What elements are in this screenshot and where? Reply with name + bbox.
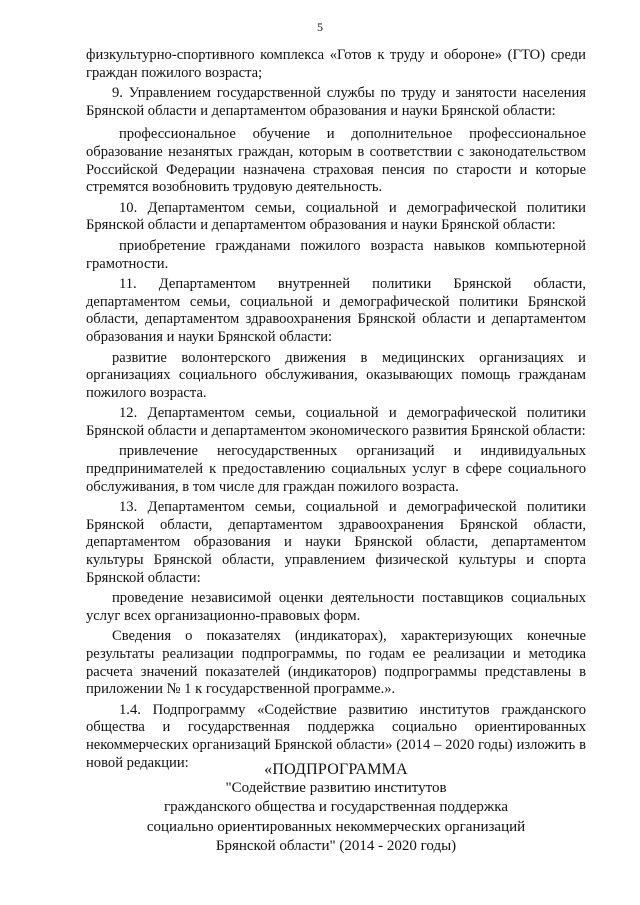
paragraph-9: привлечение негосударственных организаций и индивидуальных предпринимателей к предоставлению социальных услуг в сфере социального обслуживания, в том числе для граждан пожилого возраста.	[86, 443, 586, 495]
paragraph-12: Сведения о показателях (индикаторах), характеризующих конечные результаты реализации подпрограммы, по годам ее реализации и методика расчета значений показателей (индикаторов) подпрограммы представлены в приложении № 1 к государственной программе.».	[86, 628, 586, 698]
heading-line-4: Брянской области" (2014 - 2020 годы)	[215, 837, 457, 854]
heading-title: «ПОДПРОГРАММА	[264, 761, 408, 778]
heading-line-1: "Содействие развитию институтов	[225, 780, 447, 797]
paragraph-2: 9. Управлением государственной службы по труду и занятости населения Брянской области и департаментом образования и науки Брянской области:	[86, 85, 586, 119]
heading-line-2: гражданского общества и государственная поддержка	[164, 799, 508, 816]
paragraph-10: 13. Департаментом семьи, социальной и демографической политики Брянской области, департаментом здравоохранения Брянской области, департаментом образования и науки Брянской области, департаментом культуры Брянской области, управлением физической культуры и спорта Брянской области:	[86, 499, 586, 586]
page-number: 5	[317, 20, 323, 34]
paragraph-1: физкультурно-спортивного комплекса «Готов к труду и обороне» (ГТО) среди граждан пожилого возраста;	[86, 47, 586, 81]
heading-line-3: социально ориентированных некоммерческих организаций	[146, 818, 526, 835]
paragraph-11: проведение независимой оценки деятельности поставщиков социальных услуг всех организационно-правовых форм.	[86, 590, 586, 624]
subprogram-heading	[86, 760, 586, 856]
paragraph-4: 10. Департаментом семьи, социальной и демографической политики Брянской области и департаментом образования и науки Брянской области:	[86, 199, 586, 234]
document-body	[86, 47, 586, 772]
paragraph-3: профессиональное обучение и дополнительное профессиональное образование незанятых граждан, которым в соответствии с законодательством Российской Федерации назначена страховая пенсия по старости и которые стремятся возобновить трудовую деятельность.	[86, 126, 586, 196]
paragraph-5: приобретение гражданами пожилого возраста навыков компьютерной грамотности.	[86, 237, 586, 272]
paragraph-6: 11. Департаментом внутренней политики Брянской области, департаментом семьи, социальной и демографической политики Брянской области, департаментом здравоохранения Брянской области и департаментом образования и науки Брянской области:	[86, 276, 586, 345]
paragraph-7: развитие волонтерского движения в медицинских организациях и организациях социального обслуживания, оказывающих помощь гражданам пожилого возраста.	[86, 349, 586, 401]
paragraph-13: 1.4. Подпрограмму «Содействие развитию институтов гражданского общества и государственная поддержка социально ориентированных некоммерческих организаций Брянской области» (2014 – 2020 годы) изложить в новой редакции:	[86, 701, 586, 771]
paragraph-8: 12. Департаментом семьи, социальной и демографической политики Брянской области и департаментом экономического развития Брянской области:	[86, 405, 586, 439]
